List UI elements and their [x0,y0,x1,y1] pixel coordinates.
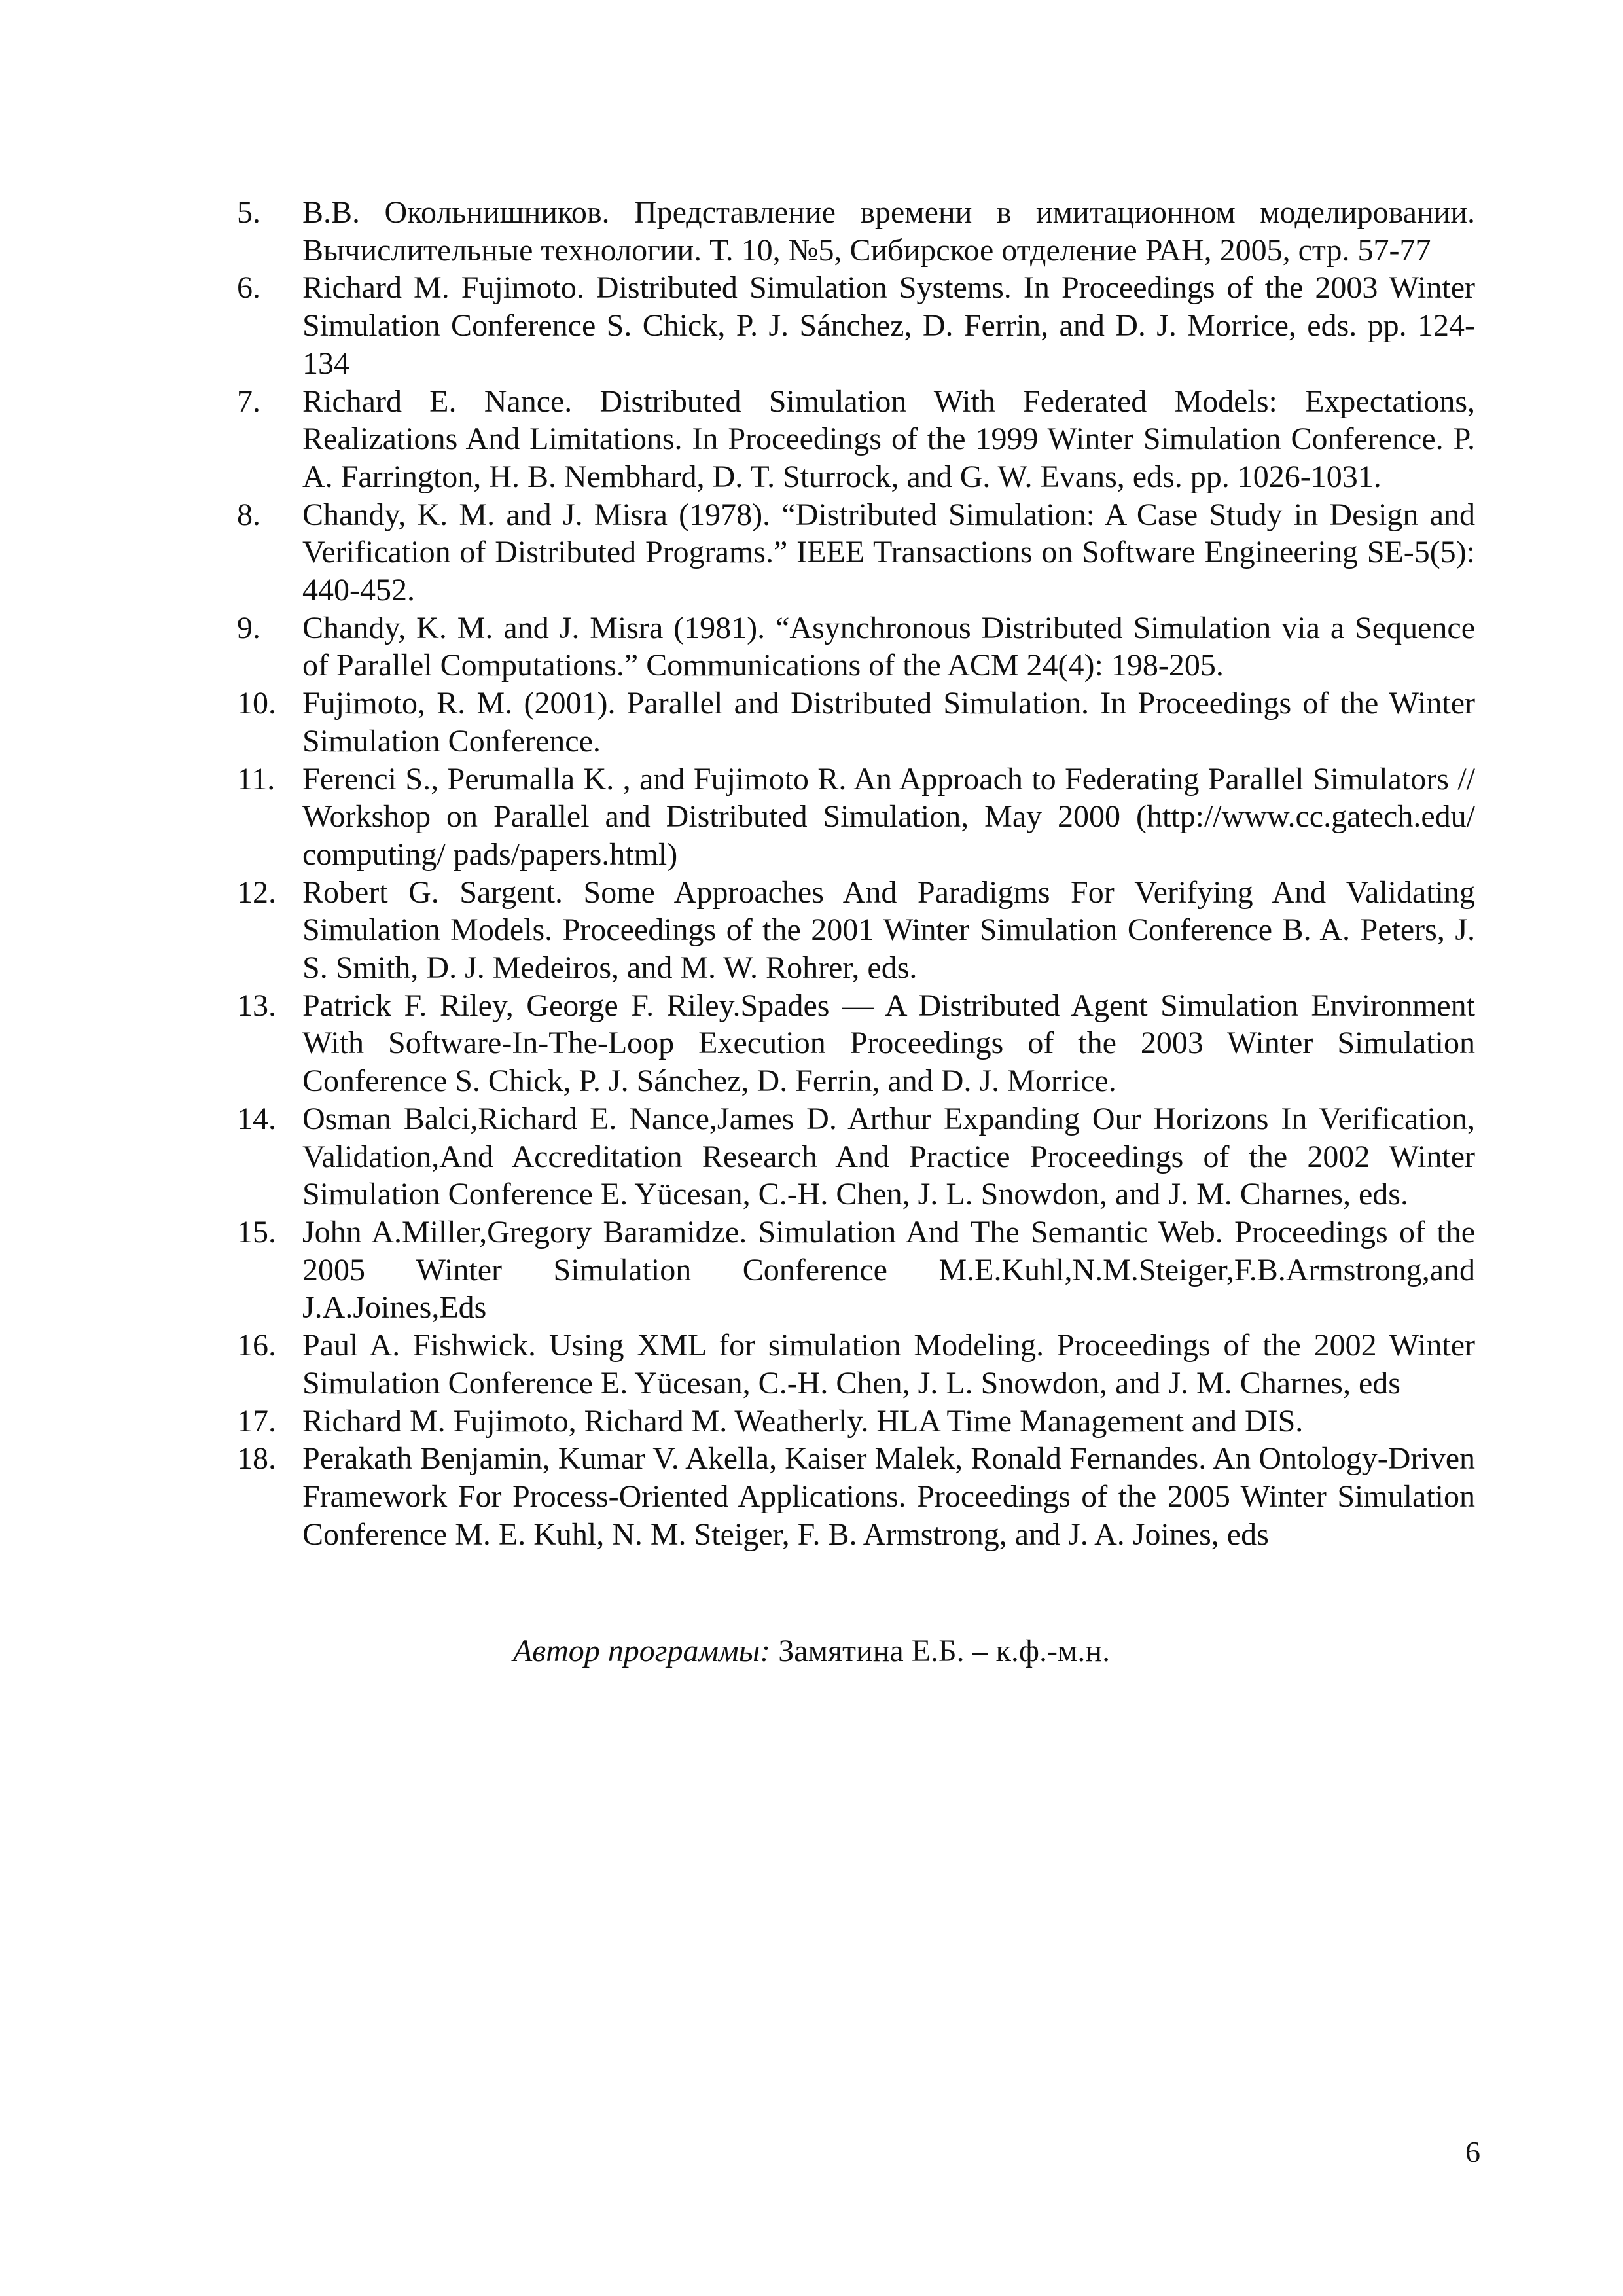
reference-text: Richard M. Fujimoto. Distributed Simulation Systems. In Proceedings of the 2003 Winter Simulation Conference S. Chick, P. J. Sánchez, D. Ferrin, and D. J. Morrice, eds. pp. 124-134 [302,270,1475,381]
reference-text: Paul A. Fishwick. Using XML for simulation Modeling. Proceedings of the 2002 Winter Simulation Conference E. Yücesan, C.-H. Chen, J. L. Snowdon, and J. M. Charnes, eds [302,1328,1475,1401]
author-name: Замятина Е.Б. – к.ф.-м.н. [778,1634,1111,1668]
reference-text: Richard E. Nance. Distributed Simulation With Federated Models: Expectations, Realizations And Limitations. In Proceedings of the 1999 Winter Simulation Conference. P. A. Farrington, H. B. Nembhard, D. T. Sturrock, and G. W. Evans, eds. pp. 1026-1031. [302,384,1475,494]
reference-item [237,609,1475,685]
reference-item [237,194,1475,269]
reference-item [237,1213,1475,1327]
reference-text: Chandy, K. M. and J. Misra (1978). “Distributed Simulation: A Case Study in Design and Verification of Distributed Programs.” IEEE Transactions on Software Engineering SE-5(5): 440-452. [302,497,1475,608]
reference-item [237,269,1475,382]
reference-text: Fujimoto, R. M. (2001). Parallel and Distributed Simulation. In Proceedings of the Winter Simulation Conference. [302,686,1475,759]
reference-item [237,383,1475,496]
reference-item [237,496,1475,609]
reference-number: 13. [237,988,276,1023]
author-label: Автор программы: [512,1634,771,1668]
reference-number: 9. [237,610,260,645]
reference-item [237,685,1475,760]
reference-item [237,874,1475,987]
reference-text: Chandy, K. M. and J. Misra (1981). “Asynchronous Distributed Simulation via a Sequence of Parallel Computations.” Communications of the ACM 24(4): 198-205. [302,610,1475,683]
reference-number: 16. [237,1328,276,1363]
reference-list [237,194,1475,1553]
reference-text: Osman Balci,Richard E. Nance,James D. Arthur Expanding Our Horizons In Verification, Validation,And Accreditation Research And Practice Proceedings of the 2002 Winter Simulation Conference E. Yücesan, C.-H. Chen, J. L. Snowdon, and J. M. Charnes, eds. [302,1101,1475,1212]
reference-text: Richard M. Fujimoto, Richard M. Weatherly. HLA Time Management and DIS. [302,1403,1304,1439]
reference-text: В.В. Окольнишников. Представление времени в имитационном моделировании. Вычислительные технологии. Т. 10, №5, Сибирское отделение РАН, 2005, стр. 57-77 [302,195,1475,268]
reference-number: 11. [237,761,276,797]
reference-number: 12. [237,874,276,910]
reference-number: 6. [237,270,260,306]
reference-text: Patrick F. Riley, George F. Riley.Spades — A Distributed Agent Simulation Environment With Software-In-The-Loop Execution Proceedings of the 2003 Winter Simulation Conference S. Chick, P. J. Sánchez, D. Ferrin, and D. J. Morrice. [302,988,1475,1099]
reference-text: John A.Miller,Gregory Baramidze. Simulation And The Semantic Web. Proceedings of the 2005 Winter Simulation Conference M.E.Kuhl,N.M.Steiger,F.B.Armstrong,and J.A.Joines,Eds [302,1214,1475,1325]
reference-number: 5. [237,195,260,230]
page-number: 6 [1465,2135,1480,2168]
reference-text: Perakath Benjamin, Kumar V. Akella, Kaiser Malek, Ronald Fernandes. An Ontology-Driven Framework For Process-Oriented Applications. Proceedings of the 2005 Winter Simulation Conference M. E. Kuhl, N. M. Steiger, F. B. Armstrong, and J. A. Joines, eds [302,1441,1475,1552]
reference-text: Ferenci S., Perumalla K. , and Fujimoto R. An Approach to Federating Parallel Simulators // Workshop on Parallel and Distributed Simulation, May 2000 (http://www.cc.gatech.edu/ computing/ pads/papers.html) [302,761,1475,872]
reference-number: 7. [237,384,260,419]
reference-item [237,1327,1475,1402]
reference-item [237,1100,1475,1213]
reference-number: 18. [237,1441,276,1477]
reference-item [237,1440,1475,1553]
reference-number: 10. [237,686,276,721]
reference-item [237,987,1475,1100]
reference-text: Robert G. Sargent. Some Approaches And Paradigms For Verifying And Validating Simulation Models. Proceedings of the 2001 Winter Simulation Conference B. A. Peters, J. S. Smith, D. J. Medeiros, and M. W. Rohrer, eds. [302,874,1475,986]
reference-item [237,1403,1475,1441]
reference-number: 14. [237,1101,276,1136]
reference-number: 17. [237,1403,276,1439]
reference-item [237,761,1475,874]
reference-number: 15. [237,1214,276,1249]
program-author-line [0,1632,1623,1670]
reference-number: 8. [237,497,260,532]
